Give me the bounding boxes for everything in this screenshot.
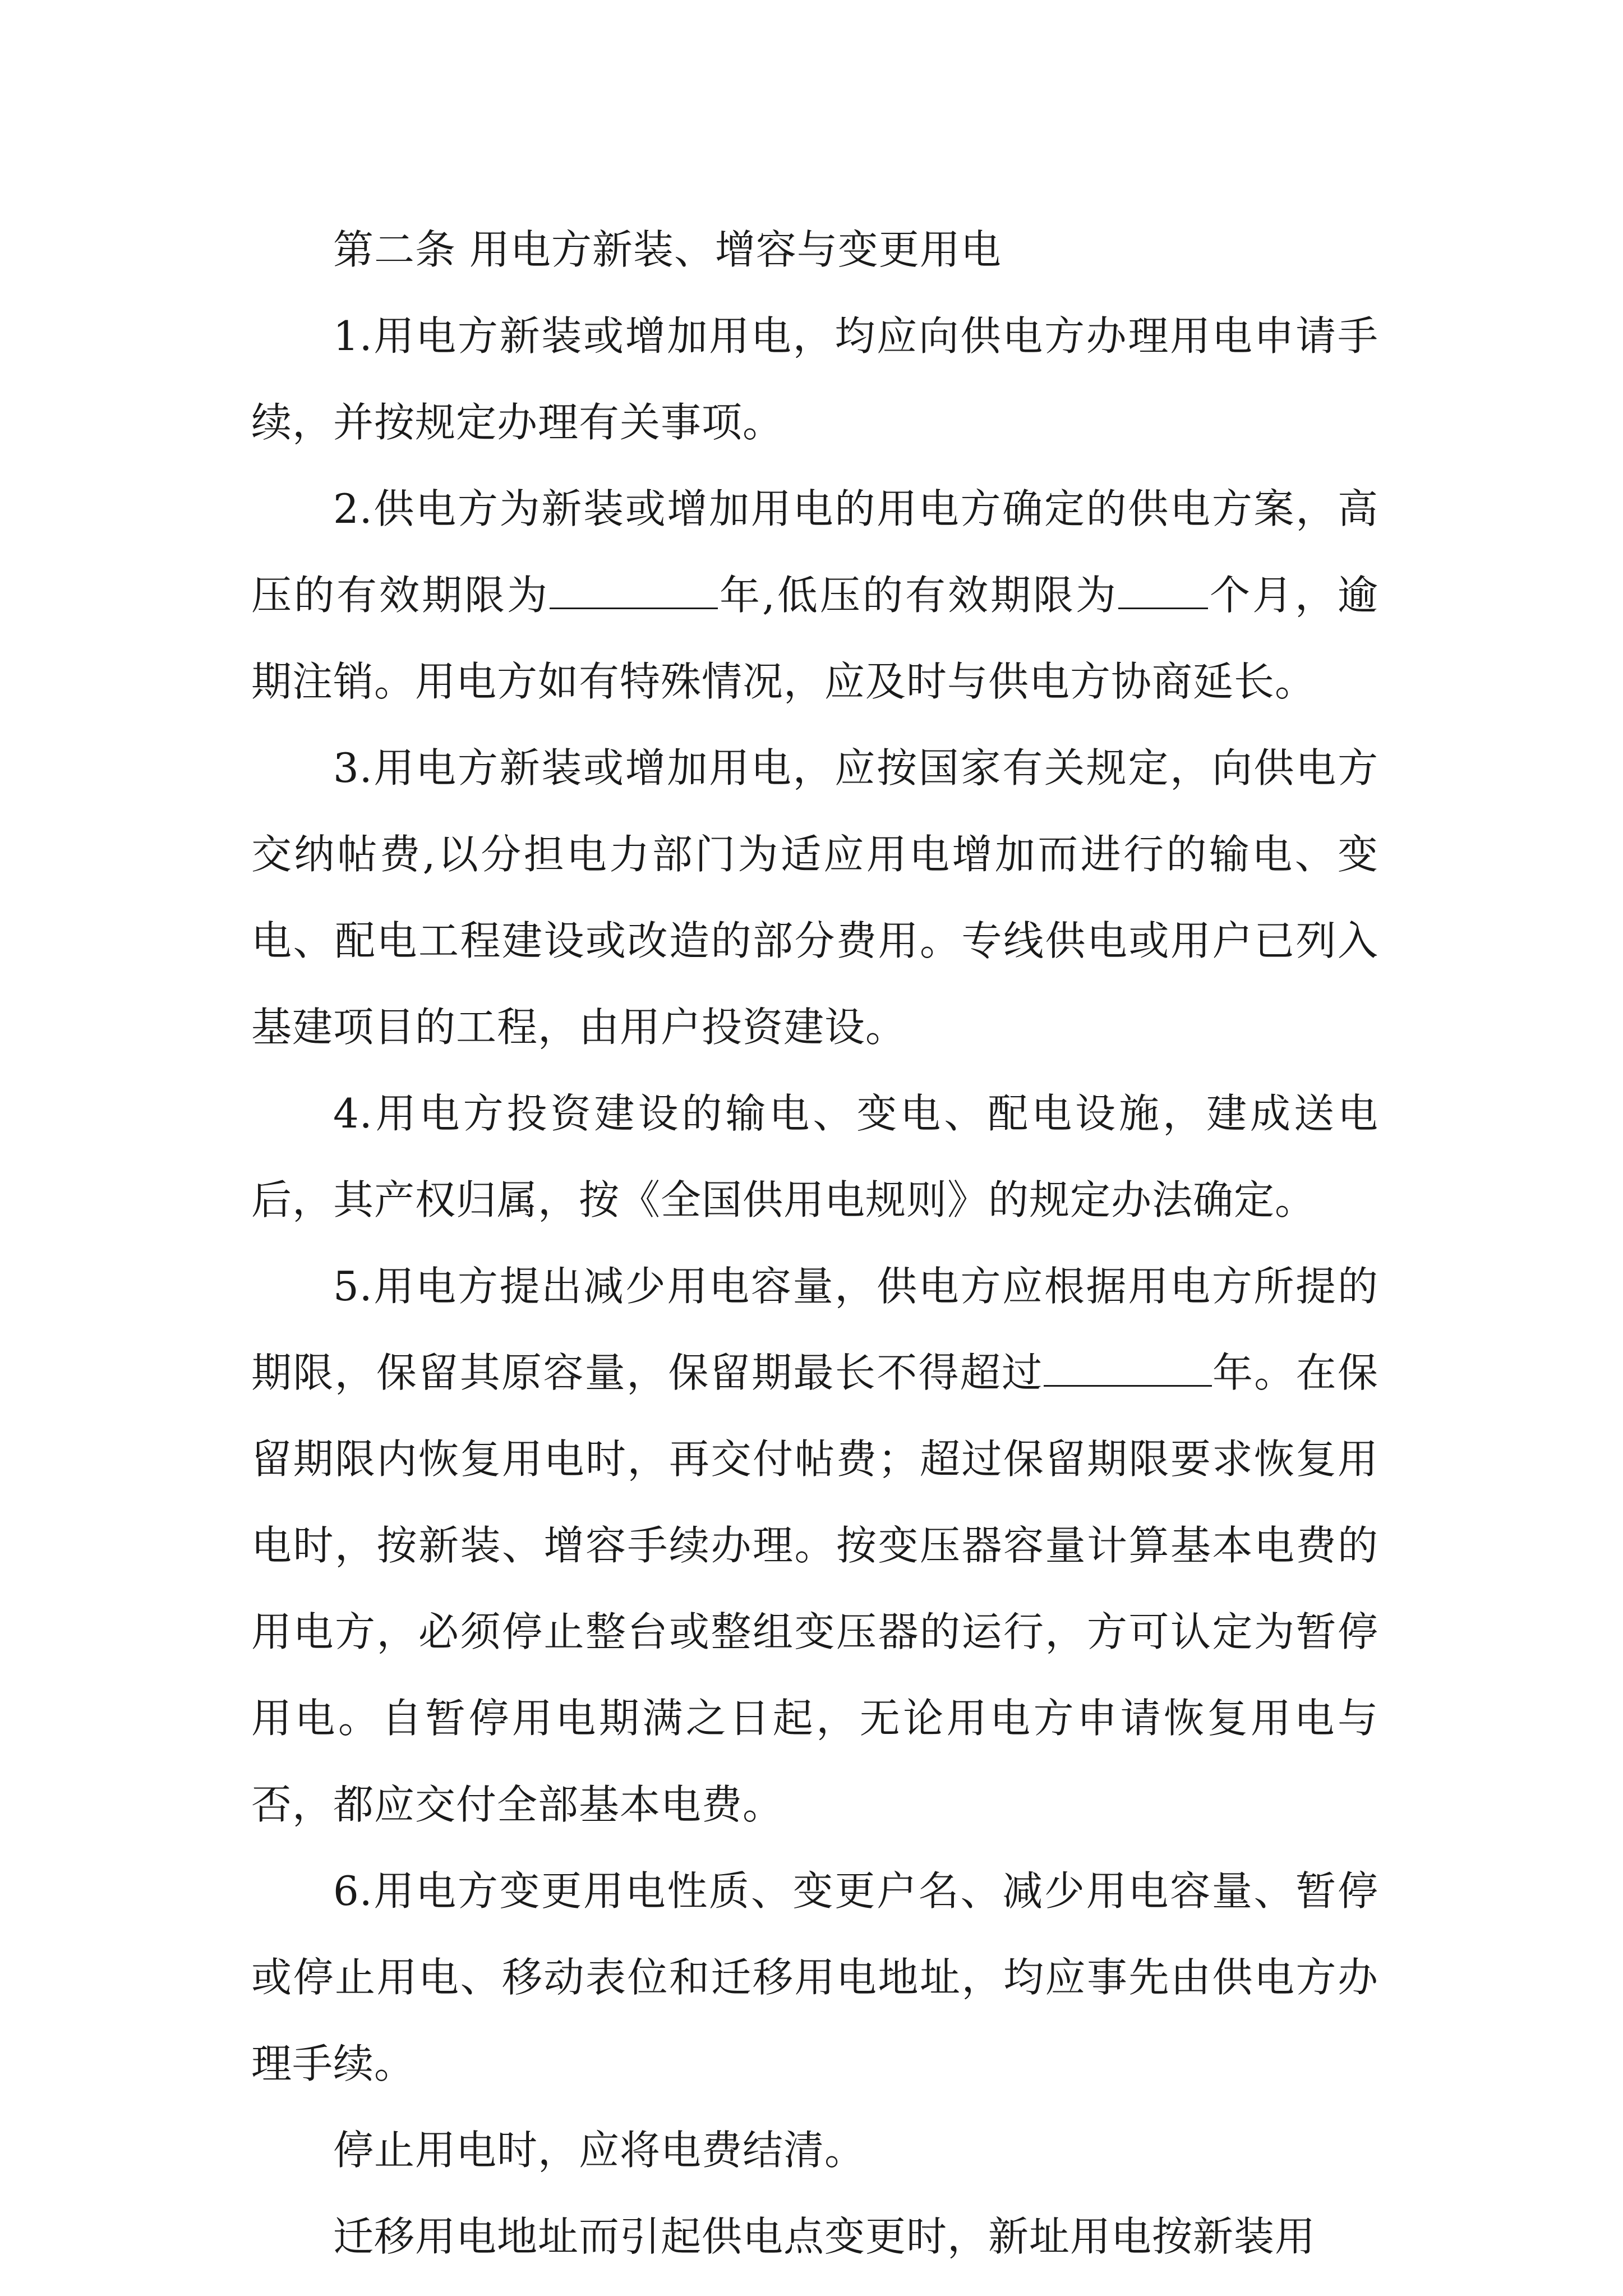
clause-5: 5.用电方提出减少用电容量，供电方应根据用电方所提的期限，保留其原容量，保留期最长不得超过 年。在保留期限内恢复用电时，再交付帖费；超过保留期限要求恢复用电时，按新装、增容手续办理。按变压器容量计算基本电费的用电方，必须停止整台或整组变压器的运行，方可认定为暂停用电。自暂停用电期满之日起，无论用电方申请恢复用电与否，都应交付全部基本电费。 — [251, 1263, 1378, 1828]
article-heading: 第二条 用电方新装、增容与变更用电 — [333, 226, 1002, 273]
clause-6-relocation-paragraph: 迁移用电地址而引起供电点变更时，新址用电按新装用 — [333, 2213, 1316, 2260]
fill-blank-high-voltage-years[interactable] — [550, 574, 718, 609]
clause-3: 3.用电方新装或增加用电，应按国家有关规定，向供电方交纳帖费,以分担电力部门为适应用电增加而进行的输电、变电、配电工程建设或改造的部分费用。专线供电或用户已列入基建项目的工程，由用户投资建设。 — [251, 744, 1378, 1051]
clause-6-stop-paragraph: 停止用电时，应将电费结清。 — [333, 2127, 866, 2174]
clause-2: 2.供电方为新装或增加用电的用电方确定的供电方案，高压的有效期限为 年,低压的有效期限为 个月，逾期注销。用电方如有特殊情况，应及时与供电方协商延长。 — [251, 485, 1378, 705]
fill-blank-low-voltage-months[interactable] — [1118, 574, 1208, 609]
clause-4: 4.用电方投资建设的输电、变电、配电设施，建成送电后，其产权归属，按《全国供用电规则》的规定办法确定。 — [251, 1090, 1378, 1223]
document-body — [251, 206, 1378, 2280]
clause-1: 1.用电方新装或增加用电，均应向供电方办理用电申请手续，并按规定办理有关事项。 — [251, 312, 1378, 446]
fill-blank-retention-years[interactable] — [1044, 1351, 1212, 1387]
clause-6: 6.用电方变更用电性质、变更户名、减少用电容量、暂停或停止用电、移动表位和迁移用电地址，均应事先由供电方办理手续。 — [251, 1867, 1378, 2087]
